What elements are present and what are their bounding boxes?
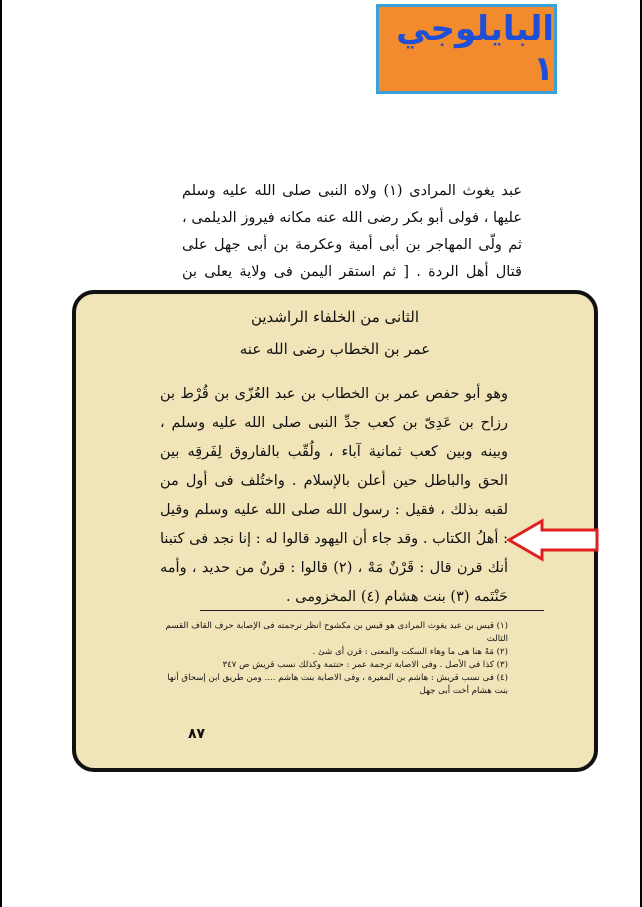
title-badge [376,4,557,94]
section-heading: الثانى من الخلفاء الراشدين [250,308,420,326]
body-text: وهو أبو حفص عمر بن الخطاب بن عبد العُزّى بن قُرْط بن رزاح بن عَدِىّ بن كعب جدِّ النبى صلى الله عليه وسلم ، وبينه وبين كعب ثمانية آباء ، ولُقّب بالفاروق لِفَرقِه بين الحق والباطل حين أعلن بالإسلام . واختُلف فى أول من لقبه بذلك ، فقيل : رسول الله صلى الله عليه وسلم وقيل : أهلُ الكتاب . وقد جاء أن اليهود قالوا له : إنا نجد فى كتبنا أنك قرن قال : قَرْنٌ مَهْ ، (٢) قالوا : قرنٌ من حديد ، وأمه حَنْتَمه (٣) بنت هشام (٤) المخزومى . [160,386,509,605]
page-border-left [0,0,2,907]
intro-paragraph: عبد يغوث المرادى (١) ولاه النبى صلى الله عليه وسلم عليها ، فولى أبو بكر رضى الله عنه مكانه فيروز الديلمى ، ثم ولّى المهاجر بن أبى أمية وعكرمة بن أبى جهل على قتال أهل الردة . [ ثم استقر اليمن فى ولاية يعلى بن [182,183,522,280]
left-arrow-icon [506,518,600,562]
body-paragraph [160,380,508,612]
section-subheading: عمر بن الخطاب رضى الله عنه [239,340,431,358]
footnote-divider [200,610,544,611]
page-number: ٨٧ [188,726,206,742]
footnote-3: (٣) كذا فى الأصل . وفى الاصابة ترجمة عمر : حنتمة وكذلك نسب قريش ص ٣٤٧ [222,660,508,670]
footnotes [160,620,508,698]
footnote-1: (١) قيس بن عبد يغوث المرادى هو قيس بن مكشوح انظر ترجمته فى الإصابة حرف القاف القسم الثالث [165,621,508,644]
footnote-4: (٤) فى نسب قريش : هاشم بن المغيرة ، وفى الاصابة بنت هاشم .... ومن طريق ابن إسحاق أنها بنت هشام أخت أبى جهل [167,673,508,696]
title-badge-text: البايلوجي ١ [396,9,554,89]
footnote-2: (٢) مَهْ هنا هى ما وهاء السكت والمعنى : قرن أى شئ . [312,647,508,657]
